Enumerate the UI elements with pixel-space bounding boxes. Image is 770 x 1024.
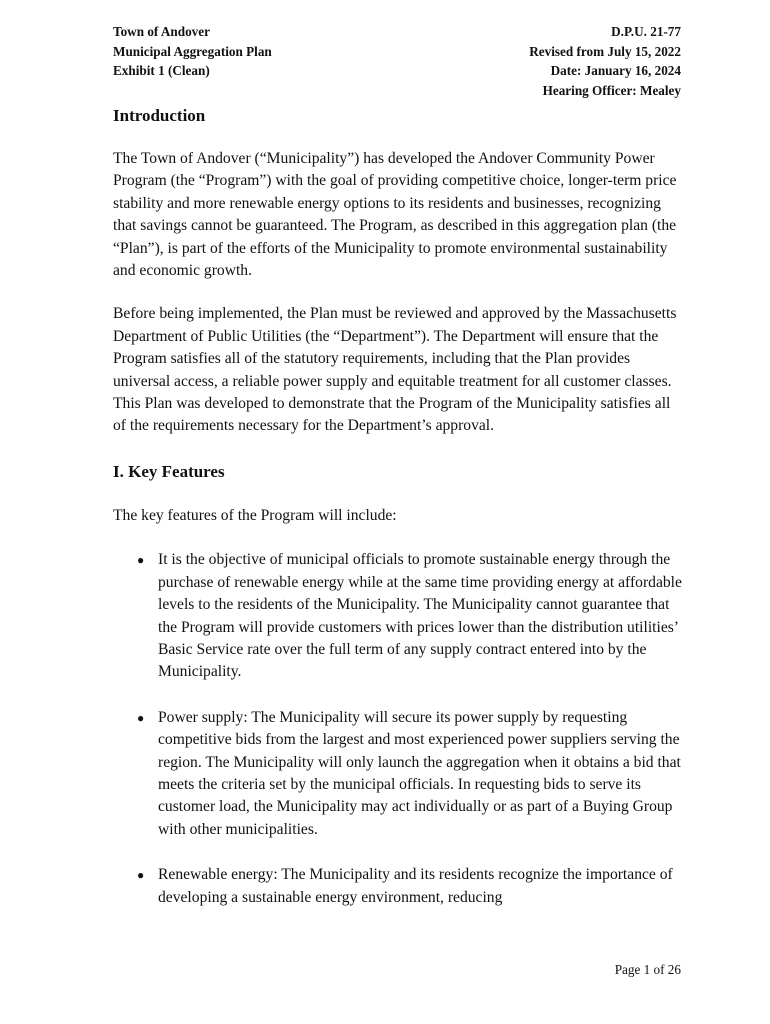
- header-docket: D.P.U. 21-77: [611, 24, 681, 39]
- introduction-paragraph-2: Before being implemented, the Plan must be reviewed and approved by the Massachusetts Department of Public Utilities (the “Department”). The Department will ensure that the Program satisfies all of the statutory requirements, including that the Plan provides universal access, a reliable power supply and equitable treatment for all customer classes. This Plan was developed to demonstrate that the Program of the Municipality satisfies all of the requirements necessary for the Department’s approval.: [113, 305, 677, 435]
- header-date: Date: January 16, 2024: [550, 63, 681, 78]
- key-features-heading: I. Key Features: [113, 461, 225, 481]
- key-features-list: [113, 549, 683, 909]
- list-item: [113, 707, 683, 841]
- list-item: [113, 864, 683, 909]
- key-features-intro: The key features of the Program will include:: [113, 506, 397, 524]
- document-body: [113, 104, 683, 932]
- bullet-icon: ●: [137, 868, 145, 883]
- header-town: Town of Andover: [113, 24, 210, 39]
- bullet-icon: ●: [137, 710, 145, 725]
- header-right-block: [529, 22, 681, 100]
- page-number: Page 1 of 26: [614, 962, 681, 977]
- header-exhibit: Exhibit 1 (Clean): [113, 63, 210, 78]
- header-hearing-officer: Hearing Officer: Mealey: [542, 82, 681, 98]
- list-item-text: It is the objective of municipal officials to promote sustainable energy through the purchase of renewable energy while at the same time providing energy at affordable levels to the residents of the Municipality. The Municipality cannot guarantee that the Program will provide customers with prices lower than the distribution utilities’ Basic Service rate over the full term of any supply contract entered into by the Municipality.: [158, 551, 682, 681]
- bullet-icon: ●: [137, 553, 145, 568]
- introduction-heading: Introduction: [113, 106, 206, 125]
- header-revised: Revised from July 15, 2022: [529, 43, 681, 59]
- header-left-block: [113, 22, 272, 100]
- introduction-paragraph-1: The Town of Andover (“Municipality”) has developed the Andover Community Power Program (the “Program”) with the goal of providing competitive choice, longer-term price stability and more renewable energy options to its residents and businesses, recognizing that savings cannot be guaranteed. The Program, as described in this aggregation plan (the “Plan”), is part of the efforts of the Municipality to promote environmental sustainability and economic growth.: [113, 150, 677, 280]
- list-item-text: Power supply: The Municipality will secure its power supply by requesting competitive bids from the largest and most experienced power suppliers serving the region. The Municipality will only launch the aggregation when it obtains a bid that meets the criteria set by the municipal officials. In requesting bids to serve its customer load, the Municipality may act individually or as part of a Buying Group with other municipalities.: [158, 708, 681, 838]
- page-header: [113, 22, 681, 100]
- list-item: [113, 549, 683, 683]
- header-plan-name: Municipal Aggregation Plan: [113, 43, 272, 59]
- list-item-text: Renewable energy: The Municipality and its residents recognize the importance of developing a sustainable energy environment, reducing: [158, 866, 673, 906]
